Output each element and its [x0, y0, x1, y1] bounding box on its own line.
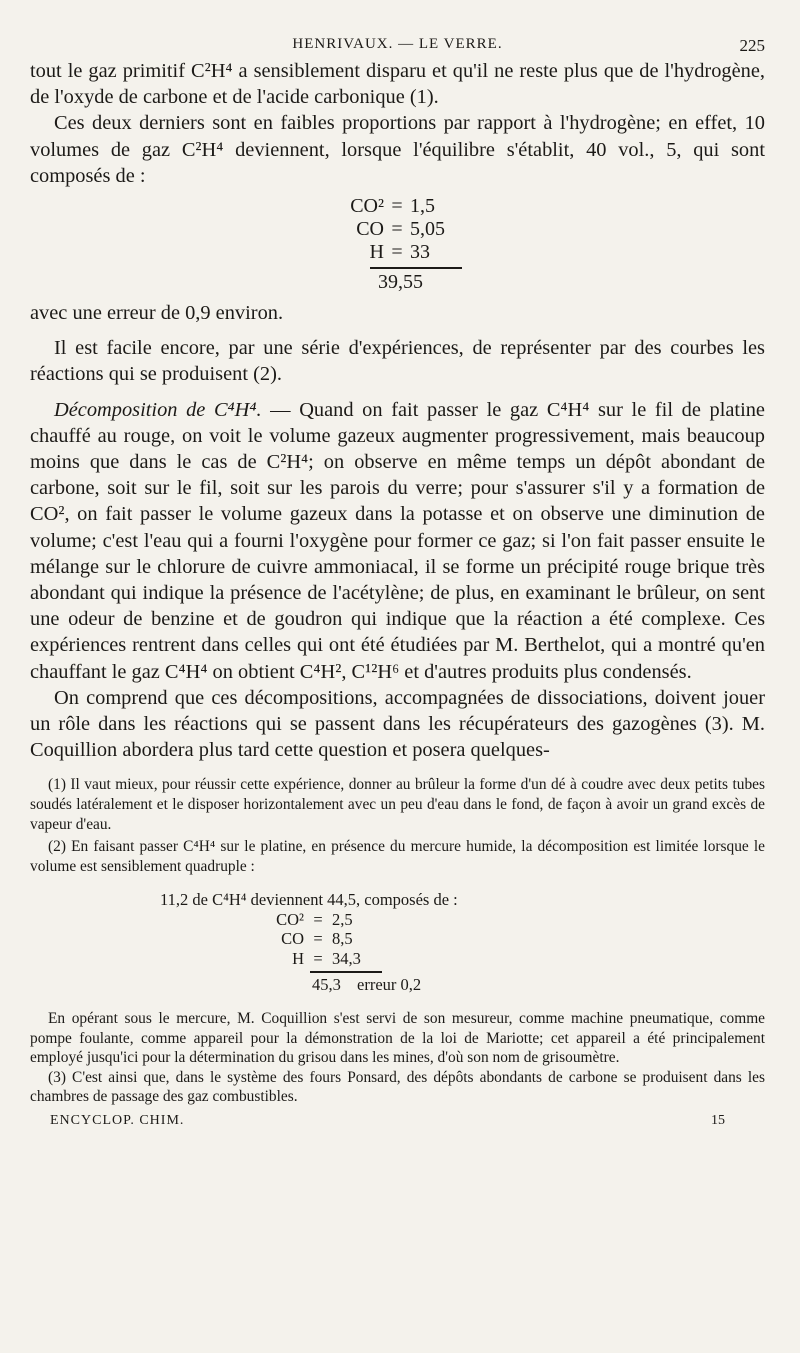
error-note: erreur 0,2 [357, 975, 422, 995]
signature-number: 15 [711, 1112, 725, 1128]
equation-operator: = [391, 241, 403, 264]
equation-operator: = [391, 195, 403, 218]
main-text [30, 58, 765, 763]
paragraph-6: On comprend que ces décompositions, accompagnées de dissociations, doivent jouer un rôle dans les réactions qui se passent dans les récupérateurs des gazogènes (3). M. Coquillion abordera plus tard cette question et posera quelques- [30, 686, 765, 762]
equation-row [160, 929, 765, 949]
equation-lhs: CO² [350, 195, 384, 218]
equation-row [338, 218, 488, 241]
sum-rule [310, 971, 382, 973]
footnotes [30, 775, 765, 1106]
equation-operator: = [313, 929, 323, 949]
equation-row [160, 910, 765, 930]
footnote-equation-intro: 11,2 de C⁴H⁴ deviennent 44,5, composés de : [160, 890, 458, 910]
equation-operator: = [313, 909, 323, 929]
paragraph-2: Ces deux derniers sont en faibles proportions par rapport à l'hydrogène; en effet, 10 volumes de gaz C²H⁴ deviennent, lorsque l'équilibre s'établit, 40 vol., 5, qui sont composés de : [30, 112, 765, 187]
equation-lhs: CO² [276, 909, 304, 929]
equation-lhs: CO [356, 218, 384, 241]
equation-rhs: 33 [410, 241, 430, 264]
equation-operator: = [313, 948, 323, 968]
equation-row [338, 241, 488, 264]
footnote-2: (2) En faisant passer C⁴H⁴ sur le platine, en présence du mercure humide, la décomposition est limitée lorsque le volume est sensiblement quadruple : [30, 838, 765, 875]
footnote-3: (3) C'est ainsi que, dans le système des fours Ponsard, des dépôts abondants de carbone se produisent dans les chambres de passage des gaz combustibles. [30, 1068, 765, 1106]
page-header [30, 32, 765, 58]
equation-rhs: 34,3 [332, 948, 361, 968]
page [30, 32, 765, 1129]
equation-row [338, 195, 488, 218]
equation-rhs: 5,05 [410, 218, 445, 241]
footnote-2-continued: En opérant sous le mercure, M. Coquillion s'est servi de son mesureur, comme machine pneumatique, comme pompe foulante, comme appareil pour la démonstration de la loi de Mariotte; cet appareil a été principalement employé jusqu'ici pour la détermination du grisou dans les mines, d'où son nom de grisoumètre. [30, 1009, 765, 1067]
running-head: HENRIVAUX. — LE VERRE. [292, 36, 503, 52]
signature-mark: ENCYCLOP. CHIM. [50, 1112, 185, 1128]
equation-total [160, 975, 765, 995]
composition-equation [338, 195, 488, 294]
paragraph-1: tout le gaz primitif C²H⁴ a sensiblement disparu et qu'il ne reste plus que de l'hydrogène, de l'oxyde de carbone et de l'acide carbonique (1). [30, 60, 765, 109]
equation-operator: = [391, 218, 403, 241]
equation-total: 39,55 [378, 271, 423, 294]
paragraph-4: Il est facile encore, par une série d'expériences, de représenter par des courbes les réactions qui se produisent (2). [30, 337, 765, 386]
paragraph-5-text: — Quand on fait passer le gaz C⁴H⁴ sur le fil de platine chauffé au rouge, on voit le volume gazeux augmenter progressivement, mais beaucoup moins que dans le cas de C²H⁴; on observe en même temps un dépôt abondant de carbone, soit sur le fil, soit sur les parois du verre; pour s'assurer s'il y a formation de CO², on fait passer le volume gazeux dans la potasse et on observe une diminution de volume; c'est l'eau qui a fourni l'oxygène pour former ce gaz; si l'on fait passer ensuite le mélange sur le chlorure de cuivre ammoniacal, il se forme un précipité rouge brique très abondant qui indique la présence de l'acétylène; de plus, en examinant le brûleur, on sent une odeur de benzine et de goudron qui indique que la réaction a été complexe. Ces expériences rentrent dans celles qui ont été étudiées par M. Berthelot, qui a montré qu'en chauffant le gaz C⁴H⁴ on obtient C⁴H², C¹²H⁶ et d'autres produits plus condensés. [30, 398, 765, 683]
equation-lhs: H [292, 948, 304, 968]
equation-lhs: H [369, 241, 384, 264]
section-heading: Décomposition de C⁴H⁴. [54, 398, 262, 421]
equation-lhs: CO [281, 929, 304, 949]
page-footer [30, 1113, 765, 1129]
paragraph-5 [30, 397, 765, 685]
footnote-1: (1) Il vaut mieux, pour réussir cette expérience, donner au brûleur la forme d'un dé à coudre avec deux petits tubes soudés latéralement et le disposer horizontalement avec un peu d'eau dans le fond, de façon à avoir un grand excès de vapeur d'eau. [30, 776, 765, 833]
page-number: 225 [739, 36, 765, 55]
total-value: 45,3 [312, 975, 341, 995]
footnote-equation [160, 890, 765, 995]
equation-row [160, 949, 765, 969]
paragraph-3: avec une erreur de 0,9 environ. [30, 302, 284, 325]
equation-rhs: 8,5 [332, 929, 353, 949]
equation-rhs: 2,5 [332, 909, 353, 929]
equation-rhs: 1,5 [410, 195, 435, 218]
sum-rule [370, 267, 462, 269]
